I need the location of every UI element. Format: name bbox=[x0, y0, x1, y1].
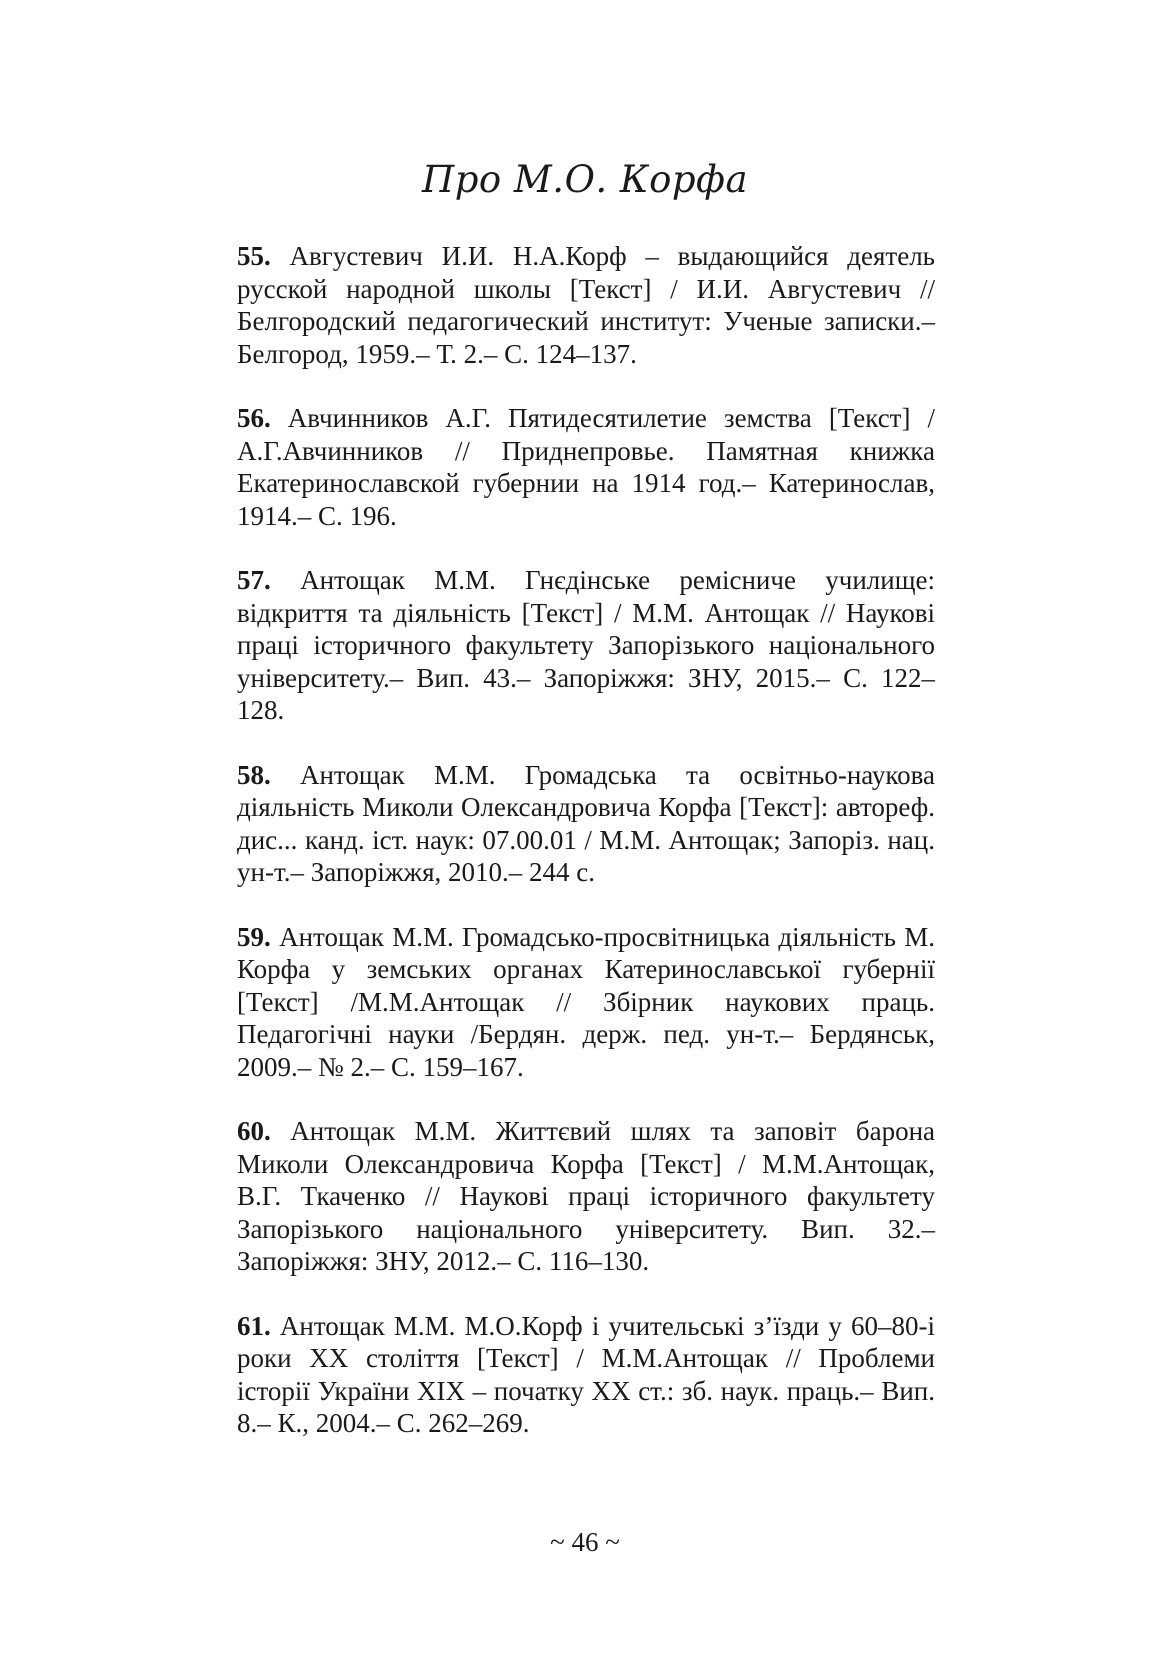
entry-number: 57. bbox=[237, 565, 271, 595]
bibliography-entry bbox=[237, 1310, 935, 1440]
bibliography-entry bbox=[237, 402, 935, 532]
entry-number: 59. bbox=[237, 921, 271, 952]
bibliography-list bbox=[237, 240, 935, 1472]
entry-text: Авчинников А.Г. Пятидесятилетие земства [Текст] /А.Г.Авчинников // Приднепровье. Памятная книжка Екатеринославской губернии на 1914 год.– Катеринослав, 1914.– С. 196. bbox=[237, 403, 935, 531]
bibliography-entry bbox=[237, 240, 935, 370]
entry-number: 61. bbox=[237, 1310, 271, 1341]
page-title: Про М.О. Корфа bbox=[421, 158, 749, 201]
bibliography-entry bbox=[237, 921, 935, 1084]
entry-number: 60. bbox=[237, 1116, 271, 1146]
entry-text: Августевич И.И. Н.А.Корф – выдающийся деятель русской народной школы [Текст] / И.И. Августевич //Белгородский педагогический институт: Ученые записки.– Белгород, 1959.– Т. 2.– С. 124–137. bbox=[237, 241, 935, 369]
entry-number: 55. bbox=[237, 241, 271, 271]
bibliography-entry bbox=[237, 759, 935, 889]
entry-text: Антощак М.М. Громадська та освітньо-наукова діяльність Миколи Олександровича Корфа [Текст]: автореф. дис... канд. іст. наук: 07.00.01 / М.М. Антощак; Запоріз. нац. ун-т.– Запоріжжя, 2010.– 244 с. bbox=[237, 759, 935, 887]
entry-text: Антощак М.М. Громадсько-просвітницька діяльність М. Корфа у земських органах Катеринославської губернії [Текст] /М.М.Антощак // Збірник наукових праць. Педагогічні науки /Бердян. держ. пед. ун-т.– Бердянськ, 2009.– № 2.– С. 159–167. bbox=[237, 921, 935, 1082]
entry-text: Антощак М.М. М.О.Корф і учительські з’їзди у 60–80-і роки ХХ століття [Текст] / М.М.Антощак // Проблеми історії України ХІХ – початку ХХ ст.: зб. наук. праць.– Вип. 8.– К., 2004.– С. 262–269. bbox=[237, 1310, 935, 1438]
entry-text: Антощак М.М. Гнєдінське ремісниче училище: відкриття та діяльність [Текст] / М.М. Антощак // Наукові праці історичного факультету Запорізького національного університету.– Вип. 43.– Запоріжжя: ЗНУ, 2015.– С. 122–128. bbox=[237, 565, 935, 725]
entry-number: 58. bbox=[237, 759, 271, 790]
entry-number: 56. bbox=[237, 403, 271, 433]
entry-text: Антощак М.М. Життєвий шлях та заповіт барона Миколи Олександровича Корфа [Текст] / М.М.Антощак, В.Г. Ткаченко // Наукові праці історичного факультету Запорізького національного університету. Вип. 32.– Запоріжжя: ЗНУ, 2012.– С. 116–130. bbox=[237, 1116, 935, 1276]
page-number: ~ 46 ~ bbox=[550, 1527, 620, 1557]
bibliography-entry bbox=[237, 564, 935, 727]
bibliography-entry bbox=[237, 1115, 935, 1278]
